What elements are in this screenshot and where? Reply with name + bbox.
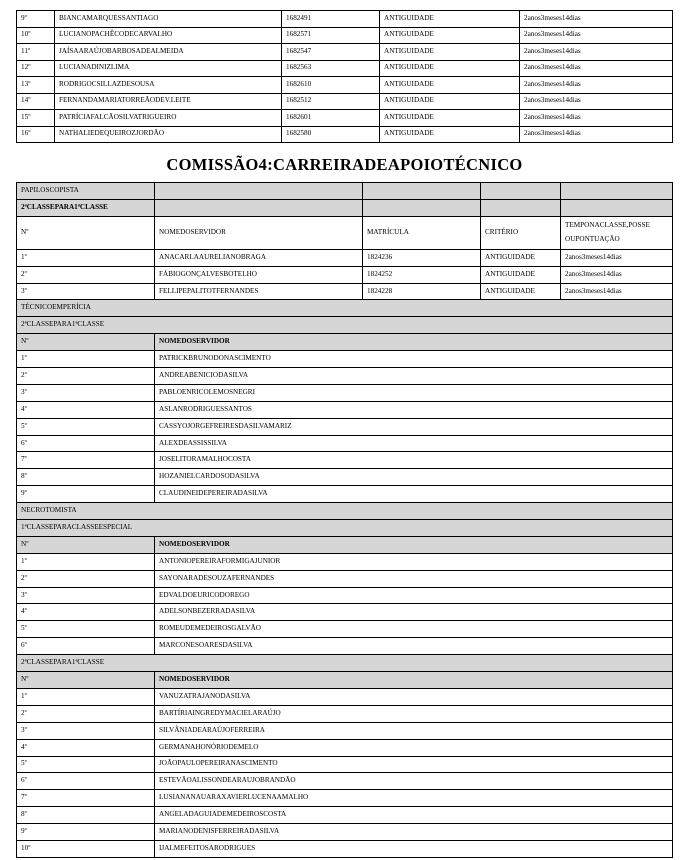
name-cell: JAÍSAARAÚJOBARBOSADEALMEIDA (55, 44, 282, 61)
name-cell: NATHALIEDEQUEIROZJORDÃO (55, 126, 282, 143)
rank-cell: 7º (17, 790, 155, 807)
top-ranking-table (16, 10, 673, 143)
table-row (17, 249, 673, 266)
subsection-header-row (17, 199, 673, 216)
table-row (17, 110, 673, 127)
criterio-cell: ANTIGUIDADE (481, 249, 561, 266)
table-row (17, 722, 673, 739)
name-cell: LUSIANANAUARAXAVIERLUCENAAMALHO (155, 790, 673, 807)
criterio-cell: ANTIGUIDADE (481, 283, 561, 300)
table-row (17, 384, 673, 401)
name-cell: ANTONIOPEREIRAFORMIGAJUNIOR (155, 553, 673, 570)
name-cell: ADELSONBEZERRADASILVA (155, 604, 673, 621)
table-row (17, 587, 673, 604)
col-header-name: NOMEDOSERVIDOR (155, 536, 673, 553)
rank-cell: 2º (17, 368, 155, 385)
name-cell: ANACARLAAURELIANOBRAGA (155, 249, 363, 266)
rank-cell: 5º (17, 756, 155, 773)
section-label: PAPILOSCOPISTA (17, 183, 155, 200)
name-cell: JOÃOPAULOPEREIRANASCIMENTO (155, 756, 673, 773)
rank-cell: 2º (17, 705, 155, 722)
table-row (17, 11, 673, 28)
rank-cell: 2º (17, 570, 155, 587)
name-cell: FELLIPEPALITOTFERNANDES (155, 283, 363, 300)
table-row (17, 756, 673, 773)
table-row (17, 44, 673, 61)
table-row (17, 604, 673, 621)
rank-cell: 4º (17, 401, 155, 418)
tempo-cell: 2anos3meses14dias (520, 77, 673, 94)
criterio-cell: ANTIGUIDADE (481, 266, 561, 283)
rank-cell: 3º (17, 722, 155, 739)
name-cell: RODRIGOCSILLAZDESOUSA (55, 77, 282, 94)
rank-cell: 6º (17, 773, 155, 790)
tempo-cell: 2anos3meses14dias (561, 283, 673, 300)
name-cell: SAYONARADESOUZAFERNANDES (155, 570, 673, 587)
section-label: NECROTOMISTA (17, 503, 673, 520)
table-row (17, 452, 673, 469)
table-row (17, 351, 673, 368)
col-header-rank: Nº (17, 536, 155, 553)
name-cell: FÁBIOGONÇALVESBOTELHO (155, 266, 363, 283)
name-cell: IJALMEFEITOSARODRIGUES (155, 840, 673, 857)
table-row (17, 77, 673, 94)
criterio-cell: ANTIGUIDADE (380, 44, 520, 61)
section-header-row (17, 300, 673, 317)
tempo-cell: 2anos3meses14dias (520, 11, 673, 28)
rank-cell: 12º (17, 60, 55, 77)
table-row (17, 60, 673, 77)
rank-cell: 4º (17, 739, 155, 756)
comissao-table (16, 182, 673, 858)
rank-cell: 8º (17, 469, 155, 486)
tempo-cell: 2anos3meses14dias (520, 44, 673, 61)
rank-cell: 11º (17, 44, 55, 61)
tempo-cell: 2anos3meses14dias (520, 110, 673, 127)
table-row (17, 807, 673, 824)
section-header-row (17, 183, 673, 200)
col-header-name: NOMEDOSERVIDOR (155, 672, 673, 689)
name-cell: LUCIANOPACHÊCODECARVALHO (55, 27, 282, 44)
subsection-label: 2ªCLASSEPARA1ªCLASSE (17, 317, 673, 334)
col-header-name: NOMEDOSERVIDOR (155, 334, 673, 351)
column-header-row (17, 536, 673, 553)
name-cell: EDVALDOEURICODOREGO (155, 587, 673, 604)
name-cell: HOZANIELCARDOSODASILVA (155, 469, 673, 486)
matricula-cell: 1682571 (282, 27, 380, 44)
rank-cell: 1º (17, 249, 155, 266)
name-cell: BARTÍRIAINGREDYMACIELARAÚJO (155, 705, 673, 722)
table-row (17, 688, 673, 705)
name-cell: CLAUDINEIDEPEREIRADASILVA (155, 486, 673, 503)
table-row (17, 368, 673, 385)
table-row (17, 401, 673, 418)
col-header-rank: Nº (17, 672, 155, 689)
rank-cell: 15º (17, 110, 55, 127)
name-cell: FERNANDAMARIATORREÃODEV.LEITE (55, 93, 282, 110)
table-row (17, 739, 673, 756)
rank-cell: 1º (17, 553, 155, 570)
name-cell: MARCONESOARESDASILVA (155, 638, 673, 655)
criterio-cell: ANTIGUIDADE (380, 77, 520, 94)
matricula-cell: 1824236 (363, 249, 481, 266)
rank-cell: 4º (17, 604, 155, 621)
col-header-rank: Nº (17, 334, 155, 351)
name-cell: VANUZATRAJANODASILVA (155, 688, 673, 705)
tempo-cell: 2anos3meses14dias (520, 126, 673, 143)
matricula-cell: 1824228 (363, 283, 481, 300)
table-row (17, 570, 673, 587)
table-row (17, 553, 673, 570)
subsection-label: 2ªCLASSEPARA1ªCLASSE (17, 199, 155, 216)
table-row (17, 266, 673, 283)
matricula-cell: 1824252 (363, 266, 481, 283)
rank-cell: 1º (17, 351, 155, 368)
table-row (17, 469, 673, 486)
subsection-label: 1ªCLASSEPARACLASSEESPECIAL (17, 520, 673, 537)
name-cell: CASSYOJORGEFREIRESDASILVAMARIZ (155, 418, 673, 435)
table-row (17, 283, 673, 300)
rank-cell: 10º (17, 840, 155, 857)
name-cell: ESTEVÃOALISSONDEARAUJOBRANDÃO (155, 773, 673, 790)
rank-cell: 2º (17, 266, 155, 283)
rank-cell: 10º (17, 27, 55, 44)
column-header-row (17, 672, 673, 689)
table-row (17, 790, 673, 807)
table-row (17, 486, 673, 503)
rank-cell: 8º (17, 807, 155, 824)
table-row (17, 27, 673, 44)
name-cell: SILVÂNIADEARAÚJOFERREIRA (155, 722, 673, 739)
name-cell: ALEXDEASSISSILVA (155, 435, 673, 452)
subsection-header-row (17, 520, 673, 537)
rank-cell: 6º (17, 435, 155, 452)
rank-cell: 5º (17, 621, 155, 638)
table-row (17, 773, 673, 790)
rank-cell: 7º (17, 452, 155, 469)
column-header-row (17, 216, 673, 249)
criterio-cell: ANTIGUIDADE (380, 93, 520, 110)
criterio-cell: ANTIGUIDADE (380, 11, 520, 28)
criterio-cell: ANTIGUIDADE (380, 126, 520, 143)
name-cell: ANGELADAGUIADEMEDEIROSCOSTA (155, 807, 673, 824)
name-cell: PABLOENRICOLEMOSNEGRI (155, 384, 673, 401)
criterio-cell: ANTIGUIDADE (380, 27, 520, 44)
rank-cell: 6º (17, 638, 155, 655)
col-header-matricula: MATRÍCULA (363, 216, 481, 249)
table-row (17, 824, 673, 841)
column-header-row (17, 334, 673, 351)
rank-cell: 13º (17, 77, 55, 94)
section-header-row (17, 503, 673, 520)
rank-cell: 9º (17, 11, 55, 28)
rank-cell: 3º (17, 587, 155, 604)
name-cell: ASLANRODRIGUESSANTOS (155, 401, 673, 418)
matricula-cell: 1682491 (282, 11, 380, 28)
matricula-cell: 1682563 (282, 60, 380, 77)
subsection-header-row (17, 655, 673, 672)
col-header-tempo: TEMPONACLASSE,POSSE OUPONTUAÇÃO (561, 216, 673, 249)
rank-cell: 5º (17, 418, 155, 435)
tempo-cell: 2anos3meses14dias (561, 249, 673, 266)
col-header-rank: Nº (17, 216, 155, 249)
col-header-name: NOMEDOSERVIDOR (155, 216, 363, 249)
criterio-cell: ANTIGUIDADE (380, 110, 520, 127)
subsection-label: 2ªCLASSEPARA1ªCLASSE (17, 655, 673, 672)
matricula-cell: 1682547 (282, 44, 380, 61)
table-row (17, 638, 673, 655)
section-label: TÉCNICOEMPERÍCIA (17, 300, 673, 317)
matricula-cell: 1682601 (282, 110, 380, 127)
tempo-cell: 2anos3meses14dias (520, 60, 673, 77)
matricula-cell: 1682512 (282, 93, 380, 110)
rank-cell: 3º (17, 384, 155, 401)
name-cell: PATRICKBRUNODONASCIMENTO (155, 351, 673, 368)
tempo-cell: 2anos3meses14dias (520, 27, 673, 44)
tempo-cell: 2anos3meses14dias (561, 266, 673, 283)
name-cell: BIANCAMARQUESSANTIAGO (55, 11, 282, 28)
table-row (17, 435, 673, 452)
name-cell: JOSELITORAMALHOCOSTA (155, 452, 673, 469)
name-cell: MARIANODENISFERREIRADASILVA (155, 824, 673, 841)
col-header-criterio: CRITÉRIO (481, 216, 561, 249)
tempo-cell: 2anos3meses14dias (520, 93, 673, 110)
rank-cell: 9º (17, 824, 155, 841)
name-cell: LUCIANADINIZLIMA (55, 60, 282, 77)
name-cell: ANDREABENICIODASILVA (155, 368, 673, 385)
table-row (17, 418, 673, 435)
rank-cell: 14º (17, 93, 55, 110)
name-cell: ROMEUDEMEDEIROSGALVÃO (155, 621, 673, 638)
table-row (17, 93, 673, 110)
table-row (17, 621, 673, 638)
criterio-cell: ANTIGUIDADE (380, 60, 520, 77)
rank-cell: 1º (17, 688, 155, 705)
rank-cell: 16º (17, 126, 55, 143)
matricula-cell: 1682610 (282, 77, 380, 94)
table-row (17, 840, 673, 857)
section-title: COMISSÃO4:CARREIRADEAPOIOTÉCNICO (166, 155, 523, 174)
matricula-cell: 1682580 (282, 126, 380, 143)
name-cell: GERMANAHONÓRIODEMELO (155, 739, 673, 756)
table-row (17, 705, 673, 722)
table-row (17, 126, 673, 143)
name-cell: PATRÍCIAFALCÃOSILVATRIGUEIRO (55, 110, 282, 127)
subsection-header-row (17, 317, 673, 334)
rank-cell: 9º (17, 486, 155, 503)
rank-cell: 3º (17, 283, 155, 300)
